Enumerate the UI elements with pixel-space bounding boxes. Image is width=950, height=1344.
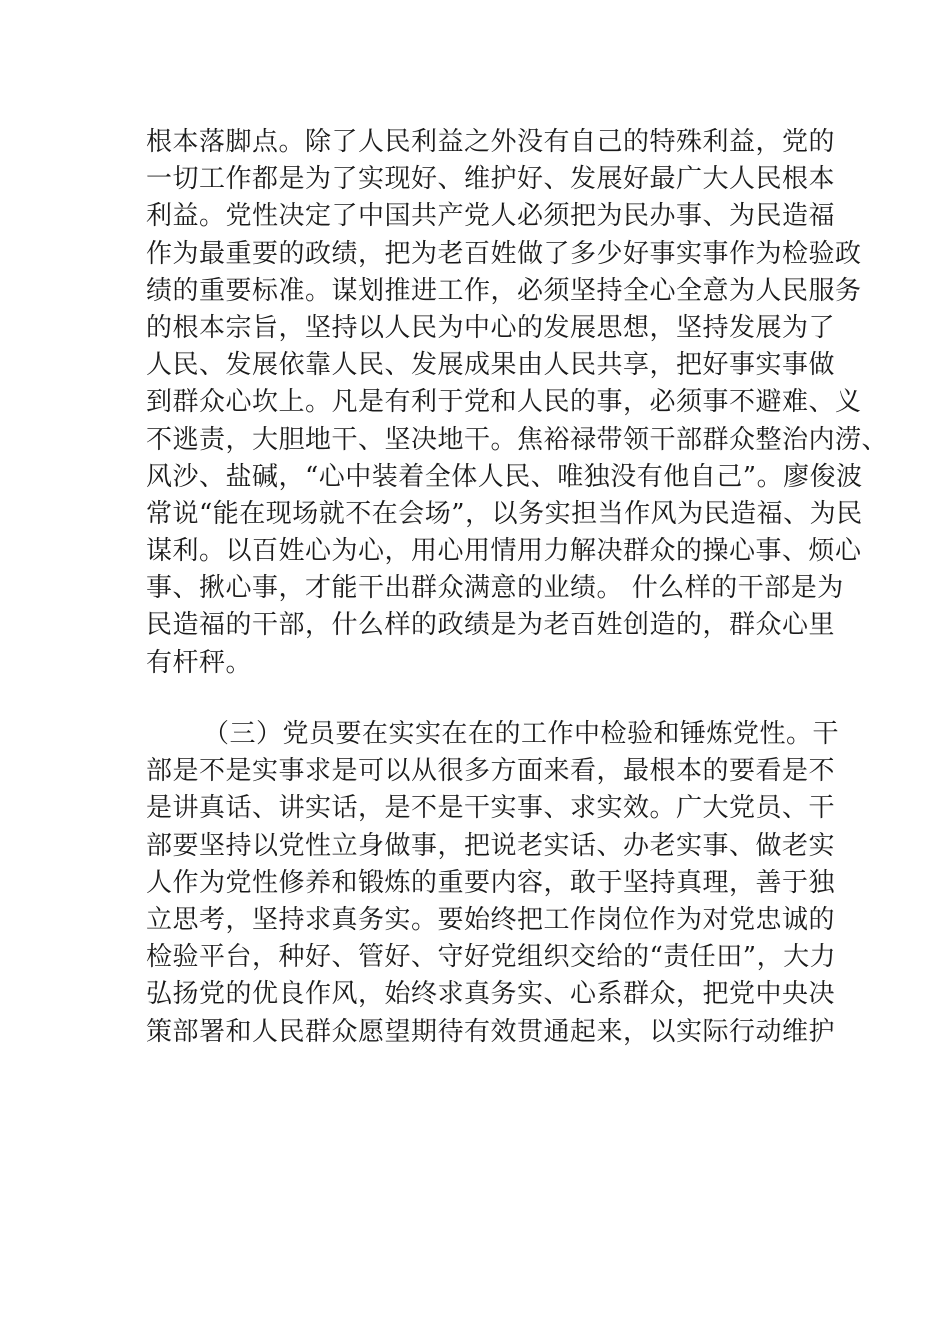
paragraph-line: 常说“能在现场就不在会场”，以务实担当作风为民造福、为民 — [146, 498, 863, 529]
paragraph-line: 的根本宗旨，坚持以人民为中心的发展思想，坚持发展为了 — [146, 312, 836, 343]
paragraph-line: 一切工作都是为了实现好、维护好、发展好最广大人民根本 — [146, 164, 836, 195]
paragraph-line: 有杆秤。 — [146, 647, 253, 678]
paragraph-line: 人民、发展依靠人民、发展成果由人民共享，把好事实事做 — [146, 350, 836, 381]
paragraph-1 — [146, 124, 889, 682]
paragraph-2 — [146, 716, 846, 1051]
paragraph-line: 部是不是实事求是可以从很多方面来看，最根本的要看是不 — [146, 756, 836, 787]
paragraph-line: 策部署和人民群众愿望期待有效贯通起来，以实际行动维护 — [146, 1016, 836, 1047]
paragraph-line: 利益。党性决定了中国共产党人必须把为民办事、为民造福 — [146, 201, 836, 232]
section-heading-line: （三）党员要在实实在在的工作中检验和锤炼党性。干 — [203, 719, 840, 749]
paragraph-line: 作为最重要的政绩，把为老百姓做了多少好事实事作为检验政 — [146, 238, 862, 269]
paragraph-line: 人作为党性修养和锻炼的重要内容，敢于坚持真理，善于独 — [146, 867, 836, 898]
paragraph-line: 立思考，坚持求真务实。要始终把工作岗位作为对党忠诚的 — [146, 904, 836, 935]
paragraph-line: 检验平台，种好、管好、守好党组织交给的“责任田”，大力 — [146, 942, 837, 973]
paragraph-line: 谋利。以百姓心为心，用心用情用力解决群众的操心事、烦心 — [146, 536, 862, 567]
paragraph-line: 绩的重要标准。谋划推进工作，必须坚持全心全意为人民服务 — [146, 275, 862, 306]
paragraph-line: 部要坚持以党性立身做事，把说老实话、办老实事、做老实 — [146, 830, 836, 861]
paragraph-line: 民造福的干部，什么样的政绩是为老百姓创造的，群众心里 — [146, 610, 836, 641]
paragraph-line: 是讲真话、讲实话，是不是干实事、求实效。广大党员、干 — [146, 793, 836, 824]
paragraph-line: 不逃责，大胆地干、坚决地干。焦裕禄带领干部群众整治内涝、 — [146, 424, 889, 455]
paragraph-line: 事、揪心事，才能干出群众满意的业绩。 什么样的干部是为 — [146, 573, 844, 604]
paragraph-line: 风沙、盐碱，“心中装着全体人民、唯独没有他自己”。廖俊波 — [146, 461, 863, 492]
paragraph-line: 根本落脚点。除了人民利益之外没有自己的特殊利益，党的 — [146, 127, 836, 157]
paragraph-line: 弘扬党的优良作风，始终求真务实、心系群众，把党中央决 — [146, 979, 836, 1010]
paragraph-line: 到群众心坎上。凡是有利于党和人民的事，必须事不避难、义 — [146, 387, 862, 418]
